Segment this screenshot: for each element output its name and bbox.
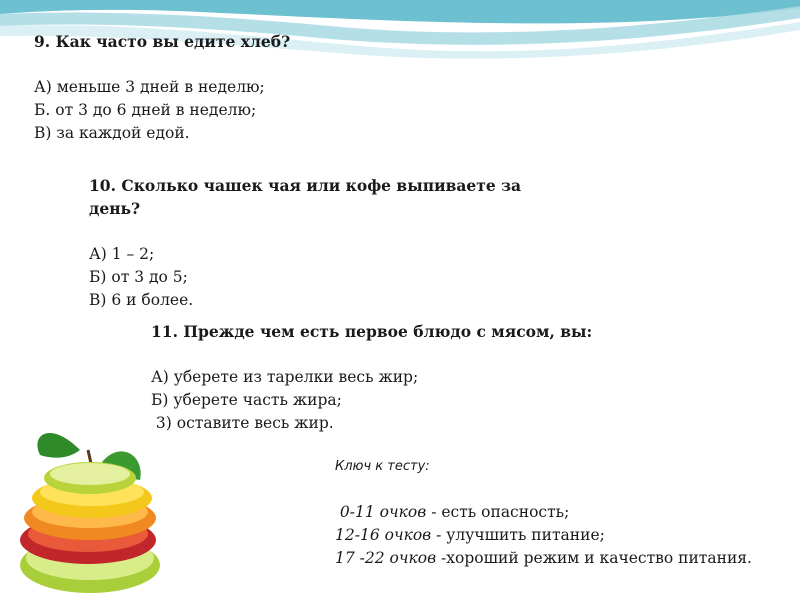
test-key-range: 12-16 очков xyxy=(335,526,432,544)
test-key-row xyxy=(335,501,752,524)
question-9-option-a: А) меньше 3 дней в неделю; xyxy=(34,78,265,96)
test-key-title: Ключ к тесту: xyxy=(335,459,430,474)
test-key-range: 17 -22 очков xyxy=(335,549,437,567)
sliced-fruit-image xyxy=(10,400,170,600)
question-11 xyxy=(151,320,592,435)
test-key xyxy=(335,455,752,570)
test-key-range: 0-11 очков xyxy=(335,503,427,521)
test-key-text: - есть опасность; xyxy=(426,503,570,521)
test-key-row xyxy=(335,524,752,547)
question-9-option-c: В) за каждой едой. xyxy=(34,124,190,142)
question-11-option-b: Б) уберете часть жира; xyxy=(151,391,342,409)
question-11-title: 11. Прежде чем есть первое блюдо с мясом, вы: xyxy=(151,322,593,341)
question-10-option-c: В) 6 и более. xyxy=(89,291,194,309)
question-11-option-a: А) уберете из тарелки весь жир; xyxy=(151,368,419,386)
question-11-option-c: 3) оставите весь жир. xyxy=(151,414,334,432)
test-key-text: -хороший режим и качество питания. xyxy=(436,549,752,567)
test-key-row xyxy=(335,547,752,570)
question-9-title: 9. Как часто вы едите хлеб? xyxy=(34,32,291,51)
question-10-option-a: А) 1 – 2; xyxy=(89,245,155,263)
question-9-option-b: Б. от 3 до 6 дней в неделю; xyxy=(34,101,257,119)
question-10-option-b: Б) от 3 до 5; xyxy=(89,268,188,286)
question-10-title-line1: 10. Сколько чашек чая или кофе выпиваете за xyxy=(89,176,522,195)
question-9 xyxy=(34,30,290,145)
test-key-text: - улучшить питание; xyxy=(431,526,605,544)
question-10 xyxy=(89,174,521,312)
question-10-title-line2: день? xyxy=(89,199,141,218)
